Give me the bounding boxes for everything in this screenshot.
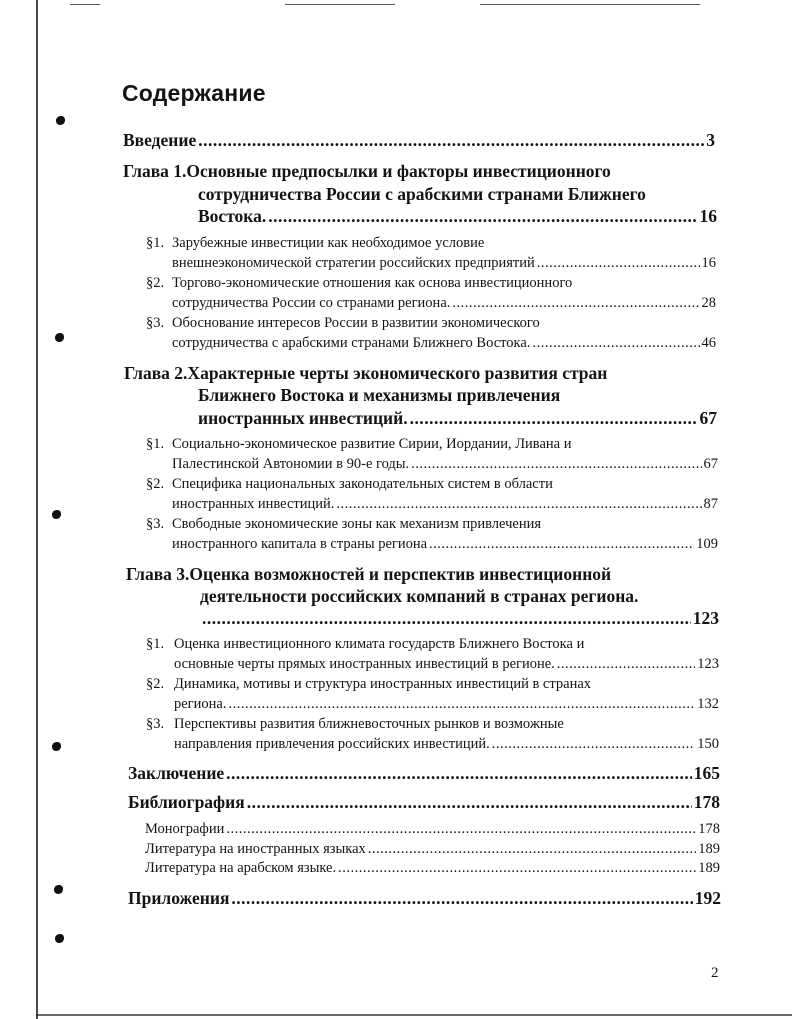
leader-dots xyxy=(368,840,696,860)
toc-chapter-title-cont: Ближнего Востока и механизмы привлечения xyxy=(198,385,561,405)
toc-section-title-cont: направления привлечения российских инвестиций. xyxy=(174,736,490,752)
toc-section-page: 132 xyxy=(697,696,719,712)
leader-dots xyxy=(557,655,695,675)
toc-section-num: §3. xyxy=(146,516,165,532)
toc-bibliography-item-page: 178 xyxy=(698,821,720,837)
toc-bibliography-item[interactable] xyxy=(145,820,720,840)
toc-chapter-page: 123 xyxy=(692,608,719,628)
toc-section-num: §2. xyxy=(146,275,165,291)
toc-bibliography-label: Библиография xyxy=(128,792,245,812)
toc-section-title[interactable]: Обоснование интересов России в развитии экономического xyxy=(172,315,540,331)
leader-dots xyxy=(198,129,704,151)
toc-section-num: §2. xyxy=(146,476,165,492)
toc-intro-page: 3 xyxy=(706,130,715,150)
toc-section[interactable] xyxy=(172,254,716,274)
toc-section-title-cont: сотрудничества России со странами региона. xyxy=(172,295,451,311)
toc-section-title[interactable]: Оценка инвестиционного климата государств Ближнего Востока и xyxy=(174,636,585,652)
leader-dots xyxy=(452,294,699,314)
toc-section-title-cont: Палестинской Автономии в 90-е годы. xyxy=(172,456,410,472)
toc-section-title[interactable]: Специфика национальных законодательных систем в области xyxy=(172,476,553,492)
leader-dots xyxy=(336,495,701,515)
toc-section-title[interactable]: Торгово-экономические отношения как основа инвестиционного xyxy=(172,275,573,291)
toc-section-title-cont: иностранных инвестиций. xyxy=(172,496,335,512)
leader-dots xyxy=(226,762,692,784)
toc-intro[interactable] xyxy=(123,129,715,151)
leader-dots xyxy=(226,820,696,840)
toc-bibliography-item[interactable] xyxy=(145,859,720,879)
leader-dots xyxy=(532,334,699,354)
toc-appendix-label: Приложения xyxy=(128,888,230,908)
toc-chapter-title[interactable]: Глава 2.Характерные черты экономического развития стран xyxy=(124,363,608,383)
toc-section-page: 46 xyxy=(701,335,716,351)
punch-hole-blot xyxy=(55,333,64,342)
toc-bibliography-item-label: Монографии xyxy=(145,821,225,837)
toc-chapter-3[interactable] xyxy=(200,607,719,629)
toc-conclusion-label: Заключение xyxy=(128,763,225,783)
toc-chapter-title-end: Востока. xyxy=(198,206,267,226)
toc-bibliography-item[interactable] xyxy=(145,840,720,860)
punch-hole-blot xyxy=(55,934,64,943)
leader-dots xyxy=(411,455,701,475)
toc-section-title-cont: иностранного капитала в страны региона xyxy=(172,536,428,552)
scan-mark-top xyxy=(70,4,100,5)
toc-bibliography-item-page: 189 xyxy=(698,860,720,876)
toc-section[interactable] xyxy=(172,535,718,555)
toc-bibliography-item-label: Литература на иностранных языках xyxy=(145,841,366,857)
toc-section-title-cont: региона. xyxy=(174,696,227,712)
toc-section[interactable] xyxy=(172,455,718,475)
toc-section-page: 87 xyxy=(703,496,718,512)
toc-section[interactable] xyxy=(174,735,719,755)
leader-dots xyxy=(338,859,696,879)
toc-chapter-page: 16 xyxy=(699,206,717,226)
toc-section[interactable] xyxy=(174,655,719,675)
toc-bibliography-item-page: 189 xyxy=(698,841,720,857)
toc-intro-label: Введение xyxy=(123,130,197,150)
toc-appendix[interactable] xyxy=(128,887,721,909)
toc-bibliography-item-label: Литература на арабском языке. xyxy=(145,860,337,876)
punch-hole-blot xyxy=(52,510,61,519)
toc-section[interactable] xyxy=(174,695,719,715)
leader-dots xyxy=(202,607,691,629)
toc-section-page: 109 xyxy=(696,536,718,552)
page-number: 2 xyxy=(711,965,719,981)
toc-appendix-page: 192 xyxy=(694,888,721,908)
toc-section-title-cont: сотрудничества с арабскими странами Ближнего Востока. xyxy=(172,335,531,351)
punch-hole-blot xyxy=(52,742,61,751)
toc-section-num: §1. xyxy=(146,636,165,652)
toc-section-page: 67 xyxy=(703,456,718,472)
punch-hole-blot xyxy=(54,885,63,894)
scan-mark-top xyxy=(285,4,395,5)
toc-chapter-title-end: иностранных инвестиций. xyxy=(198,408,408,428)
leader-dots xyxy=(247,791,692,813)
toc-section-title[interactable]: Социально-экономическое развитие Сирии, Иордании, Ливана и xyxy=(172,436,572,452)
toc-section-title[interactable]: Динамика, мотивы и структура иностранных инвестиций в странах xyxy=(174,676,592,692)
toc-section-page: 150 xyxy=(697,736,719,752)
toc-section-num: §3. xyxy=(146,315,165,331)
scan-border-bottom xyxy=(36,1014,792,1016)
leader-dots xyxy=(268,205,697,227)
punch-hole-blot xyxy=(56,116,65,125)
toc-section[interactable] xyxy=(172,334,716,354)
scan-mark-top xyxy=(480,4,700,5)
toc-section-title[interactable]: Свободные экономические зоны как механизм привлечения xyxy=(172,516,542,532)
toc-section-num: §3. xyxy=(146,716,165,732)
toc-chapter-title-cont: деятельности российских компаний в странах региона. xyxy=(200,586,639,606)
toc-section-title[interactable]: Зарубежные инвестиции как необходимое условие xyxy=(172,235,485,251)
toc-section-num: §1. xyxy=(146,235,165,251)
toc-chapter-title[interactable]: Глава 1.Основные предпосылки и факторы инвестиционного xyxy=(123,161,611,181)
toc-chapter-title-cont: сотрудничества России с арабскими странами Ближнего xyxy=(198,184,646,204)
toc-chapter-page: 67 xyxy=(699,408,717,428)
leader-dots xyxy=(429,535,694,555)
toc-section-title-cont: внешнеэкономической стратегии российских предприятий xyxy=(172,255,535,271)
toc-section-page: 16 xyxy=(701,255,716,271)
leader-dots xyxy=(410,407,698,429)
toc-section-num: §1. xyxy=(146,436,165,452)
toc-section-title[interactable]: Перспективы развития ближневосточных рынков и возможные xyxy=(174,716,564,732)
page-title: Содержание xyxy=(122,80,266,106)
toc-bibliography-page: 178 xyxy=(693,792,720,812)
toc-section-page: 28 xyxy=(701,295,716,311)
toc-chapter-title[interactable]: Глава 3.Оценка возможностей и перспектив инвестиционной xyxy=(126,564,612,584)
toc-conclusion[interactable] xyxy=(128,762,720,784)
toc-section[interactable] xyxy=(172,294,716,314)
leader-dots xyxy=(492,735,695,755)
scan-border-left xyxy=(36,0,38,1019)
toc-conclusion-page: 165 xyxy=(693,763,720,783)
leader-dots xyxy=(231,887,692,909)
toc-section-title-cont: основные черты прямых иностранных инвестиций в регионе. xyxy=(174,656,555,672)
toc-chapter-1[interactable] xyxy=(198,205,717,227)
toc-section-num: §2. xyxy=(146,676,165,692)
toc-chapter-2[interactable] xyxy=(198,407,717,429)
toc-bibliography[interactable] xyxy=(128,791,720,813)
leader-dots xyxy=(537,254,700,274)
leader-dots xyxy=(228,695,695,715)
toc-section[interactable] xyxy=(172,495,718,515)
toc-section-page: 123 xyxy=(697,656,719,672)
